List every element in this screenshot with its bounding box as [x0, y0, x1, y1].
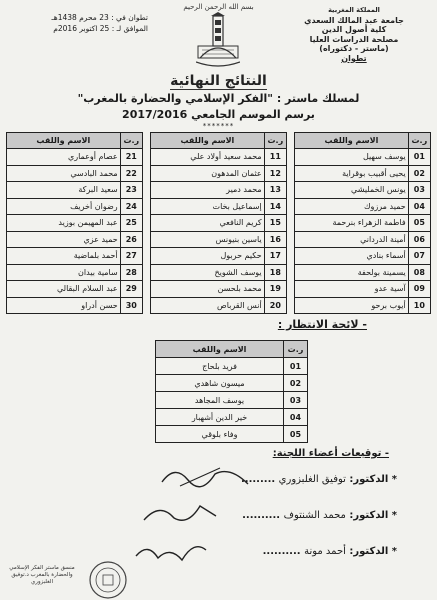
name-cell: يوسف المجاهد	[156, 392, 284, 409]
name-cell: آسية عدو	[295, 281, 409, 298]
col-header-name: الاسم واللقب	[7, 133, 121, 149]
name-cell: أنس القرباص	[151, 297, 265, 314]
rank-cell: 17	[264, 248, 286, 265]
institution-country: المملكة المغربية	[328, 6, 380, 14]
institution-service: مصلحة الدراسات العليا	[309, 34, 399, 44]
name-cell: يحيى أقبيب بوقراية	[295, 165, 409, 182]
rank-cell: 01	[284, 358, 308, 375]
table-row	[7, 248, 431, 265]
rank-cell: 30	[120, 297, 142, 314]
rank-cell: 02	[284, 375, 308, 392]
rank-cell: 23	[120, 182, 142, 199]
table-row	[7, 165, 431, 182]
signatory-name: توفيق الغلبزوري	[278, 474, 346, 485]
signature-line: * الدكتور: محمد الشنتوف ..........	[242, 510, 397, 521]
page-title	[0, 73, 437, 89]
signatures-title: - توقيعات أعضاء اللجنة:	[272, 448, 389, 459]
date-gregorian: الموافق لـ : 25 اكتوبر 2016م	[53, 24, 148, 33]
table-row	[156, 426, 308, 443]
institution-city: تطوان	[341, 53, 367, 63]
col-header-num: ر.ت	[120, 133, 142, 149]
rank-cell: 03	[408, 182, 430, 199]
name-cell: عبد السلام البقالي	[7, 281, 121, 298]
institution-block	[279, 6, 429, 63]
table-row	[7, 281, 431, 298]
handwritten-signature-icon	[130, 536, 210, 566]
rank-cell: 15	[264, 215, 286, 232]
name-cell: يونس الخمليشي	[295, 182, 409, 199]
university-logo-icon	[196, 12, 240, 68]
col-header-num: ر.ت	[284, 341, 308, 358]
signature-line: * الدكتور: أحمد مونة ..........	[262, 546, 397, 557]
name-cell: أيوب برحو	[295, 297, 409, 314]
name-cell: عصام أوعماري	[7, 149, 121, 166]
rank-cell: 27	[120, 248, 142, 265]
basmala: بسم الله الرحمن الرحيم	[183, 3, 254, 11]
rank-cell: 28	[120, 264, 142, 281]
name-cell: فاطمة الزهراء بنرحمة	[295, 215, 409, 232]
name-cell: يسمينة بولحفة	[295, 264, 409, 281]
name-cell: يوسف الشويخ	[151, 264, 265, 281]
page-subtitle: لمسلك ماستر : "الفكر الإسلامي والحضارة بالمغرب"	[77, 92, 360, 105]
signature-label: * الدكتور:	[349, 510, 397, 521]
name-cell: حسن أدراو	[7, 297, 121, 314]
name-cell: كريم النافعي	[151, 215, 265, 232]
rank-cell: 08	[408, 264, 430, 281]
waiting-list-title: - لائحة الانتظار :	[277, 318, 367, 331]
rank-cell: 24	[120, 198, 142, 215]
table-row	[7, 149, 431, 166]
waiting-header-row	[156, 341, 308, 358]
signature-label: * الدكتور:	[349, 474, 397, 485]
rank-cell: 07	[408, 248, 430, 265]
page-title-text: النتائج النهائية	[170, 73, 267, 89]
table-row	[7, 231, 431, 248]
rank-cell: 01	[408, 149, 430, 166]
dates-block	[8, 12, 148, 34]
rank-cell: 18	[264, 264, 286, 281]
col-header-name: الاسم واللقب	[295, 133, 409, 149]
col-header-num: ر.ت	[408, 133, 430, 149]
handwritten-signature-icon	[160, 462, 250, 492]
name-cell: فريد بلحاج	[156, 358, 284, 375]
rank-cell: 05	[284, 426, 308, 443]
coordinator-stamp-text: منسق ماستر الفكر الإسلامي والحضارة بالمغرب د.توفيق الغلبزوري	[9, 565, 75, 585]
rank-cell: 10	[408, 297, 430, 314]
table-row	[7, 297, 431, 314]
table-row	[156, 375, 308, 392]
name-cell: محمد بلحسن	[151, 281, 265, 298]
rank-cell: 11	[264, 149, 286, 166]
name-cell: يوسف سهيل	[295, 149, 409, 166]
results-table	[6, 132, 431, 314]
name-cell: أحمد بلماضية	[7, 248, 121, 265]
rank-cell: 04	[284, 409, 308, 426]
table-row	[7, 264, 431, 281]
name-cell: حميد عزي	[7, 231, 121, 248]
rank-cell: 25	[120, 215, 142, 232]
stars-divider: *******	[202, 122, 235, 130]
col-header-name: الاسم واللقب	[156, 341, 284, 358]
col-header-name: الاسم واللقب	[151, 133, 265, 149]
date-hijri: تطوان في : 23 محرم 1438هـ	[51, 13, 148, 22]
rank-cell: 03	[284, 392, 308, 409]
signature-line: * الدكتور: توفيق الغلبزوري .........	[240, 474, 397, 485]
table-row	[7, 215, 431, 232]
table-row	[7, 198, 431, 215]
table-row	[7, 182, 431, 199]
name-cell: محمد سعيد أولاد علي	[151, 149, 265, 166]
name-cell: محمد دمير	[151, 182, 265, 199]
waiting-list-table	[155, 340, 308, 443]
name-cell: أسماء بنادي	[295, 248, 409, 265]
name-cell: حميد مرزوك	[295, 198, 409, 215]
name-cell: سعيد البركة	[7, 182, 121, 199]
rank-cell: 26	[120, 231, 142, 248]
signatory-name: محمد الشنتوف	[283, 510, 346, 521]
name-cell: وفاء بلوقي	[156, 426, 284, 443]
official-stamp-icon	[88, 560, 128, 600]
name-cell: عبد المهيمن بوزيد	[7, 215, 121, 232]
name-cell: ياسين بنيونس	[151, 231, 265, 248]
table-row	[156, 409, 308, 426]
rank-cell: 02	[408, 165, 430, 182]
signatory-name: أحمد مونة	[304, 546, 346, 557]
table-row	[156, 392, 308, 409]
rank-cell: 14	[264, 198, 286, 215]
institution-program: (ماستر - دكتوراه)	[319, 44, 389, 53]
rank-cell: 29	[120, 281, 142, 298]
rank-cell: 22	[120, 165, 142, 182]
rank-cell: 04	[408, 198, 430, 215]
institution-university: جامعة عبد المالك السعدي	[304, 15, 404, 25]
rank-cell: 09	[408, 281, 430, 298]
name-cell: ميسون شاهدي	[156, 375, 284, 392]
name-cell: أمينة الدرداني	[295, 231, 409, 248]
name-cell: رضوان أخريف	[7, 198, 121, 215]
signature-label: * الدكتور:	[349, 546, 397, 557]
handwritten-signature-icon	[140, 498, 220, 528]
name-cell: حكيم حربول	[151, 248, 265, 265]
col-header-num: ر.ت	[264, 133, 286, 149]
rank-cell: 05	[408, 215, 430, 232]
institution-faculty: كلية أصول الدين	[321, 25, 387, 34]
academic-year: برسم الموسم الجامعي 2017/2016	[122, 108, 315, 121]
rank-cell: 12	[264, 165, 286, 182]
rank-cell: 21	[120, 149, 142, 166]
name-cell: سامية بيدان	[7, 264, 121, 281]
name-cell: خير الدين أشهبار	[156, 409, 284, 426]
rank-cell: 19	[264, 281, 286, 298]
name-cell: إسماعيل بخات	[151, 198, 265, 215]
table-row	[156, 358, 308, 375]
rank-cell: 20	[264, 297, 286, 314]
results-header-row	[7, 133, 431, 149]
rank-cell: 16	[264, 231, 286, 248]
rank-cell: 13	[264, 182, 286, 199]
name-cell: عثمان المدهون	[151, 165, 265, 182]
rank-cell: 06	[408, 231, 430, 248]
name-cell: محمد البادسي	[7, 165, 121, 182]
